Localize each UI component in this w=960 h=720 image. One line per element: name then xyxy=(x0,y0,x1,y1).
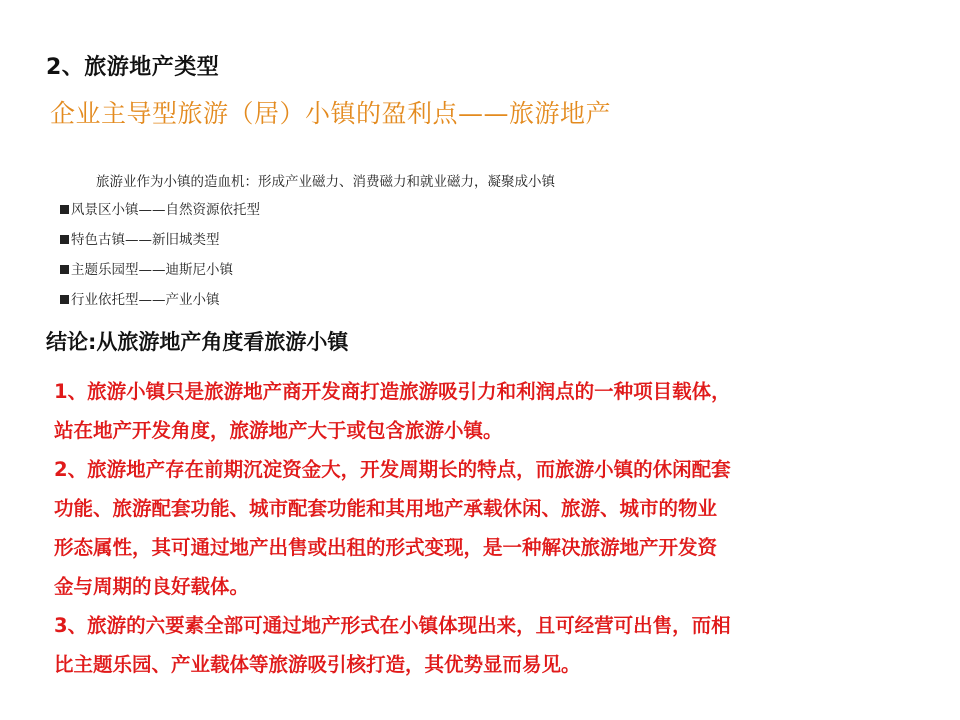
intro-text: 旅游业作为小镇的造血机：形成产业磁力、消费磁力和就业磁力，凝聚成小镇 xyxy=(96,174,555,190)
square-bullet-icon xyxy=(60,265,69,274)
conclusion-body xyxy=(54,372,854,684)
conclusion-line: 形态属性，其可通过地产出售或出租的形式变现，是一种解决旅游地产开发资 xyxy=(54,536,718,559)
section-heading: 2、旅游地产类型 xyxy=(46,55,220,80)
conclusion-line: 1、旅游小镇只是旅游地产商开发商打造旅游吸引力和利润点的一种项目载体， xyxy=(54,380,731,403)
list-item xyxy=(60,259,260,289)
list-item xyxy=(60,229,260,259)
list-item xyxy=(60,289,260,319)
conclusion-line: 金与周期的良好载体。 xyxy=(54,575,250,598)
square-bullet-icon xyxy=(60,295,69,304)
list-item-text: 主题乐园型——迪斯尼小镇 xyxy=(71,262,233,278)
conclusion-line: 站在地产开发角度，旅游地产大于或包含旅游小镇。 xyxy=(54,419,503,442)
subtitle: 企业主导型旅游（居）小镇的盈利点——旅游地产 xyxy=(50,99,612,128)
conclusion-line: 3、旅游的六要素全部可通过地产形式在小镇体现出来，且可经营可出售，而相 xyxy=(54,614,731,637)
list-item-text: 风景区小镇——自然资源依托型 xyxy=(71,202,260,218)
type-list xyxy=(60,199,260,319)
conclusion-line: 功能、旅游配套功能、城市配套功能和其用地产承载休闲、旅游、城市的物业 xyxy=(54,497,718,520)
square-bullet-icon xyxy=(60,235,69,244)
conclusion-title: 结论:从旅游地产角度看旅游小镇 xyxy=(46,330,349,354)
square-bullet-icon xyxy=(60,205,69,214)
list-item xyxy=(60,199,260,229)
list-item-text: 特色古镇——新旧城类型 xyxy=(71,232,220,248)
conclusion-line: 比主题乐园、产业载体等旅游吸引核打造，其优势显而易见。 xyxy=(54,653,581,676)
conclusion-line: 2、旅游地产存在前期沉淀资金大，开发周期长的特点，而旅游小镇的休闲配套 xyxy=(54,458,731,481)
list-item-text: 行业依托型——产业小镇 xyxy=(71,292,220,308)
